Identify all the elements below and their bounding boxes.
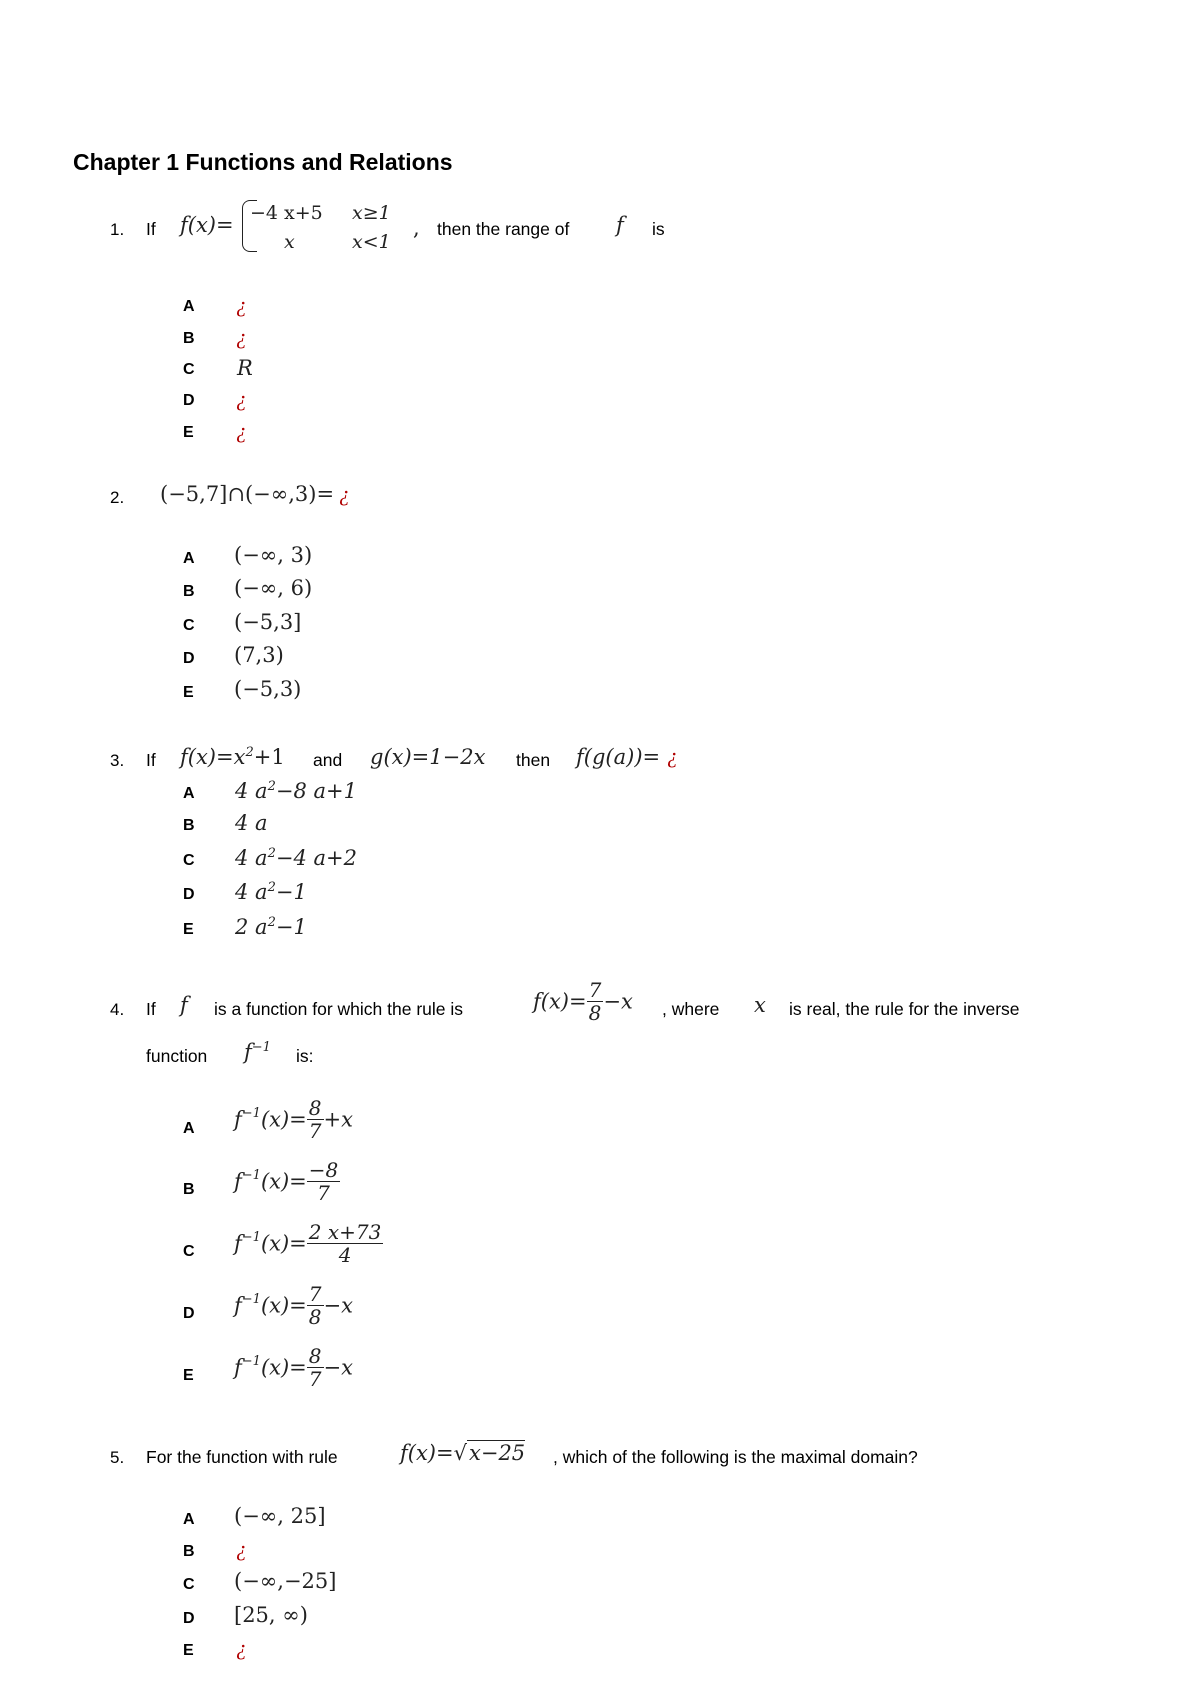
option-value: ¿ (236, 418, 247, 443)
math-expression: g(x)=1−2x (370, 745, 486, 769)
numerator: 7 (588, 978, 602, 1002)
denominator: 8 (588, 1001, 602, 1025)
term: 4 a (235, 846, 268, 870)
denominator: 7 (308, 1367, 322, 1391)
option-value: ¿ (236, 324, 247, 349)
exponent: −1 (241, 1354, 261, 1369)
term: −x (323, 1355, 353, 1380)
symbol: f (234, 1355, 242, 1380)
question-text: and (313, 750, 343, 770)
option-value (235, 880, 307, 904)
option-value: [25, ∞) (234, 1603, 308, 1627)
numerator: 8 (308, 1344, 322, 1368)
exponent: −1 (241, 1168, 261, 1183)
option-label: E (183, 921, 194, 938)
unknown-glyph: ¿ (339, 481, 350, 506)
question-number: 2. (110, 488, 125, 507)
argument: (x)= (260, 1169, 307, 1194)
option-value: (−∞,−25] (234, 1569, 337, 1593)
piece-condition: x≥1 (352, 202, 391, 224)
argument: (x)= (260, 1231, 307, 1256)
option-value: ¿ (236, 386, 247, 411)
denominator: 7 (308, 1119, 322, 1143)
fraction (587, 980, 604, 1023)
symbol: f (234, 1107, 242, 1132)
term: 2 a (235, 915, 268, 939)
option-value: (7,3) (234, 643, 284, 667)
question-text: is (652, 219, 665, 239)
fx-lhs: f(x)= (400, 1441, 454, 1465)
option-value: (−∞, 6) (234, 576, 313, 600)
fx-rest: +1 (253, 745, 285, 769)
term: 4 a (235, 811, 268, 835)
question-number: 4. (110, 1000, 125, 1019)
question-text: For the function with rule (146, 1447, 338, 1467)
piece-expression: x (284, 231, 295, 253)
option-label: B (183, 330, 195, 347)
option-value: ¿ (236, 1536, 247, 1561)
option-value (235, 915, 307, 939)
exponent: 2 (267, 846, 276, 861)
chapter-title: Chapter 1 Functions and Relations (73, 149, 453, 175)
option-label: D (183, 650, 195, 667)
fx-lhs: f(x)= (533, 989, 587, 1014)
option-label: C (183, 852, 195, 869)
question-text: If (146, 750, 156, 770)
fx-exponent: 2 (245, 745, 254, 760)
option-label: D (183, 886, 195, 903)
option-label: B (183, 1543, 195, 1560)
question-number: 5. (110, 1448, 125, 1467)
symbol: f (234, 1169, 242, 1194)
question-number: 1. (110, 220, 125, 239)
symbol: f (244, 1040, 252, 1064)
fx-lhs: f(x)=x (180, 745, 246, 769)
exponent: −1 (241, 1230, 261, 1245)
option-label: A (183, 785, 195, 802)
denominator: 8 (308, 1305, 322, 1329)
argument: (x)= (260, 1107, 307, 1132)
option-label: A (183, 550, 195, 567)
argument: (x)= (260, 1293, 307, 1318)
option-label: B (183, 1181, 195, 1198)
question-text: is: (296, 1046, 314, 1066)
option-value (235, 811, 268, 835)
option-label: B (183, 817, 195, 834)
exponent: −1 (241, 1106, 261, 1121)
sqrt-icon: √ (453, 1441, 467, 1465)
option-label: E (183, 1642, 194, 1659)
exponent: 2 (267, 915, 276, 930)
option-label: C (183, 1576, 195, 1593)
term: 4 a (235, 880, 268, 904)
option-label: E (183, 424, 194, 441)
argument: (x)= (260, 1355, 307, 1380)
option-label: A (183, 1511, 195, 1528)
radicand: x−25 (469, 1441, 526, 1465)
option-label: D (183, 392, 195, 409)
option-label: D (183, 1305, 195, 1322)
option-value (235, 779, 357, 803)
option-label: A (183, 1120, 195, 1137)
option-value (234, 1098, 353, 1141)
term: −x (323, 1293, 353, 1318)
math-expression: (−5,7]∩(−∞,3)= (160, 482, 335, 506)
comma: , (413, 216, 420, 240)
option-label: A (183, 298, 195, 315)
math-symbol: x (754, 993, 766, 1017)
math-expression (244, 1040, 271, 1064)
option-value (234, 1222, 383, 1265)
exponent: 2 (267, 779, 276, 794)
question-text: function (146, 1046, 208, 1066)
exponent: 2 (267, 880, 276, 895)
option-label: C (183, 361, 195, 378)
unknown-glyph: ¿ (667, 743, 678, 768)
option-label: E (183, 684, 194, 701)
question-text: then (516, 750, 551, 770)
denominator: 4 (338, 1243, 352, 1267)
option-label: D (183, 1610, 195, 1627)
question-text: , where (662, 999, 720, 1019)
term: −1 (275, 880, 307, 904)
math-symbol: f (616, 213, 624, 237)
question-text: If (146, 219, 156, 239)
option-value (234, 1284, 353, 1327)
fraction (307, 1098, 324, 1141)
question-text: then the range of (437, 219, 570, 239)
term: −4 a+2 (275, 846, 357, 870)
piece-condition: x<1 (352, 231, 391, 253)
option-value: (−5,3) (234, 677, 302, 701)
math-expression (400, 1441, 525, 1465)
piece-expression: −4 x+5 (250, 202, 323, 224)
question-text: , which of the following is the maximal domain? (553, 1447, 918, 1467)
option-value: (−5,3] (234, 610, 302, 634)
math-symbol: f (180, 993, 188, 1017)
numerator: −8 (308, 1158, 339, 1182)
option-value: (−∞, 25] (234, 1504, 326, 1528)
symbol: f (234, 1231, 242, 1256)
math-expression: f(g(a))= (576, 745, 661, 769)
term: −1 (275, 915, 307, 939)
exponent: −1 (241, 1292, 261, 1307)
option-value (234, 1160, 340, 1203)
fraction (307, 1222, 384, 1265)
option-label: C (183, 617, 195, 634)
fraction (307, 1160, 340, 1203)
math-expression: f(x)= (180, 213, 234, 237)
fraction (307, 1346, 324, 1389)
math-expression (180, 745, 285, 769)
question-text: is a function for which the rule is (214, 999, 464, 1019)
option-value: ¿ (236, 1635, 247, 1660)
math-expression (533, 980, 633, 1023)
symbol: f (234, 1293, 242, 1318)
question-text: If (146, 999, 156, 1019)
option-label: E (183, 1367, 194, 1384)
question-text: is real, the rule for the inverse (789, 999, 1020, 1019)
term: +x (323, 1107, 353, 1132)
term: −8 a+1 (275, 779, 357, 803)
fraction (307, 1284, 324, 1327)
option-value: ¿ (236, 292, 247, 317)
numerator: 2 x+73 (308, 1220, 382, 1244)
term: −x (603, 989, 633, 1014)
numerator: 8 (308, 1096, 322, 1120)
option-value (235, 846, 357, 870)
term: 4 a (235, 779, 268, 803)
option-label: B (183, 583, 195, 600)
option-value (234, 1346, 353, 1389)
option-label: C (183, 1243, 195, 1260)
option-value: (−∞, 3) (234, 543, 313, 567)
exponent: −1 (251, 1040, 271, 1055)
numerator: 7 (308, 1282, 322, 1306)
question-number: 3. (110, 751, 125, 770)
option-value: R (237, 356, 253, 380)
denominator: 7 (317, 1181, 330, 1205)
